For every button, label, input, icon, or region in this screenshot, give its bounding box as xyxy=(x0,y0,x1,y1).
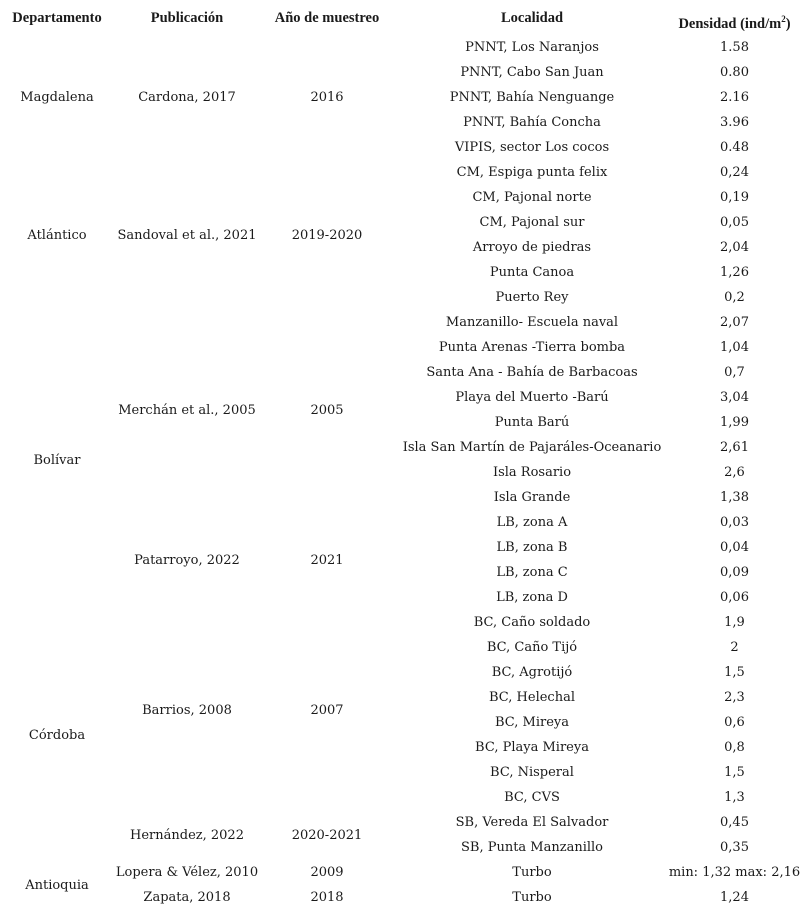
densidad-cell: 3.96 xyxy=(720,115,749,130)
header-publicacion: Publicación xyxy=(150,10,224,26)
localidad-cell: BC, Agrotijó xyxy=(491,665,573,680)
densidad-cell: 0,03 xyxy=(720,515,749,530)
densidad-cell: min: 1,32 max: 2,16 xyxy=(668,865,801,880)
publicacion-cell: Lopera & Vélez, 2010 xyxy=(115,865,259,880)
densidad-cell: 0,06 xyxy=(720,590,749,605)
publicacion-cell: Cardona, 2017 xyxy=(138,90,236,105)
header-anio: Año de muestreo xyxy=(274,10,380,26)
localidad-cell: BC, CVS xyxy=(504,790,560,805)
densidad-cell: 0,09 xyxy=(720,565,749,580)
densidad-cell: 1,04 xyxy=(720,340,749,355)
densidad-cell: 1,38 xyxy=(720,490,749,505)
departamento-cell: Magdalena xyxy=(20,90,94,105)
densidad-cell: 1,5 xyxy=(724,765,745,780)
header-densidad-label: Densidad (ind/m xyxy=(678,15,782,32)
localidad-cell: PNNT, Bahía Nenguange xyxy=(449,90,615,105)
densidad-cell: 0,24 xyxy=(720,165,749,180)
anio-cell: 2021 xyxy=(310,552,344,568)
localidad-cell: PNNT, Bahía Concha xyxy=(463,115,601,130)
departamento-cell: Córdoba xyxy=(28,727,86,743)
densidad-cell: 2,04 xyxy=(720,240,749,255)
departamento-cell: Antioquia xyxy=(25,877,89,893)
anio-cell: 2019-2020 xyxy=(291,227,363,243)
departamento-cell: Bolívar xyxy=(33,452,81,468)
localidad-cell: LB, zona D xyxy=(496,590,568,605)
densidad-cell: 0,6 xyxy=(724,715,745,730)
densidad-cell: 0,35 xyxy=(720,840,749,855)
localidad-cell: VIPIS, sector Los cocos xyxy=(454,140,610,155)
localidad-cell: PNNT, Cabo San Juan xyxy=(460,65,604,80)
anio-cell: 2005 xyxy=(310,402,344,418)
anio-cell: 2020-2021 xyxy=(291,827,363,843)
densidad-cell: 0,19 xyxy=(720,190,749,205)
publicacion-cell: Hernández, 2022 xyxy=(130,827,244,843)
densidad-cell: 0.48 xyxy=(720,140,749,155)
localidad-cell: SB, Punta Manzanillo xyxy=(460,840,604,855)
densidad-cell: 3,04 xyxy=(720,390,749,405)
publicacion-cell: Barrios, 2008 xyxy=(142,702,232,718)
localidad-cell: Turbo xyxy=(512,865,552,880)
localidad-cell: SB, Vereda El Salvador xyxy=(455,815,609,830)
localidad-cell: CM, Pajonal sur xyxy=(479,215,585,230)
densidad-cell: 0,45 xyxy=(720,815,749,830)
localidad-cell: Isla Grande xyxy=(493,490,571,505)
densidad-cell: 0.80 xyxy=(720,65,749,80)
densidad-cell: 2.16 xyxy=(720,90,749,105)
localidad-cell: Puerto Rey xyxy=(495,290,569,305)
departamento-cell: Atlántico xyxy=(27,227,87,243)
publicacion-cell: Merchán et al., 2005 xyxy=(118,402,256,418)
densidad-cell: 2,6 xyxy=(724,465,745,480)
localidad-cell: BC, Caño Tijó xyxy=(486,640,578,655)
densidad-cell: 1,24 xyxy=(720,890,749,905)
localidad-cell: BC, Playa Mireya xyxy=(475,740,589,755)
anio-cell: 2016 xyxy=(310,90,344,105)
densidad-cell: 2,3 xyxy=(724,690,745,705)
header-localidad: Localidad xyxy=(500,10,564,26)
localidad-cell: CM, Pajonal norte xyxy=(472,190,592,205)
localidad-cell: Turbo xyxy=(512,890,552,905)
localidad-cell: BC, Mireya xyxy=(494,715,569,730)
densidad-cell: 1,5 xyxy=(724,665,745,680)
header-departamento: Departamento xyxy=(12,10,102,26)
localidad-cell: Punta Arenas -Tierra bomba xyxy=(438,340,626,355)
localidad-cell: BC, Caño soldado xyxy=(473,615,591,630)
localidad-cell: Playa del Muerto -Barú xyxy=(455,390,609,405)
densidad-cell: 0,05 xyxy=(720,215,749,230)
publicacion-cell: Sandoval et al., 2021 xyxy=(117,227,257,243)
localidad-cell: PNNT, Los Naranjos xyxy=(465,40,599,55)
densidad-cell: 1,26 xyxy=(720,265,749,280)
header-densidad-close: ) xyxy=(785,15,791,32)
localidad-cell: Arroyo de piedras xyxy=(472,240,592,255)
densidad-cell: 1.58 xyxy=(720,40,749,55)
densidad-cell: 1,99 xyxy=(720,415,749,430)
localidad-cell: Punta Barú xyxy=(494,415,570,430)
localidad-cell: Isla San Martín de Pajaráles-Oceanario xyxy=(402,440,662,455)
localidad-cell: BC, Nisperal xyxy=(490,765,574,780)
densidad-cell: 0,8 xyxy=(724,740,745,755)
localidad-cell: Santa Ana - Bahía de Barbacoas xyxy=(426,365,638,380)
header-densidad xyxy=(662,14,807,33)
publicacion-cell: Patarroyo, 2022 xyxy=(134,552,240,568)
densidad-cell: 0,2 xyxy=(724,290,745,305)
densidad-cell: 1,9 xyxy=(724,615,745,630)
anio-cell: 2018 xyxy=(310,890,344,905)
densidad-cell: 2,61 xyxy=(720,440,749,455)
localidad-cell: Punta Canoa xyxy=(489,265,575,280)
densidad-cell: 0,7 xyxy=(724,365,745,380)
localidad-cell: LB, zona B xyxy=(496,540,568,555)
localidad-cell: Isla Rosario xyxy=(492,465,572,480)
densidad-cell: 1,3 xyxy=(724,790,745,805)
localidad-cell: LB, zona C xyxy=(496,565,568,580)
localidad-cell: BC, Helechal xyxy=(489,690,575,705)
densidad-cell: 2,07 xyxy=(720,315,749,330)
localidad-cell: Manzanillo- Escuela naval xyxy=(445,315,619,330)
header-densidad-exponent: 2 xyxy=(781,14,786,24)
densidad-cell: 0,04 xyxy=(720,540,749,555)
densidad-cell: 2 xyxy=(730,640,739,655)
anio-cell: 2007 xyxy=(310,702,344,718)
anio-cell: 2009 xyxy=(310,865,344,880)
localidad-cell: LB, zona A xyxy=(496,515,568,530)
localidad-cell: CM, Espiga punta felix xyxy=(456,165,608,180)
publicacion-cell: Zapata, 2018 xyxy=(143,890,231,905)
